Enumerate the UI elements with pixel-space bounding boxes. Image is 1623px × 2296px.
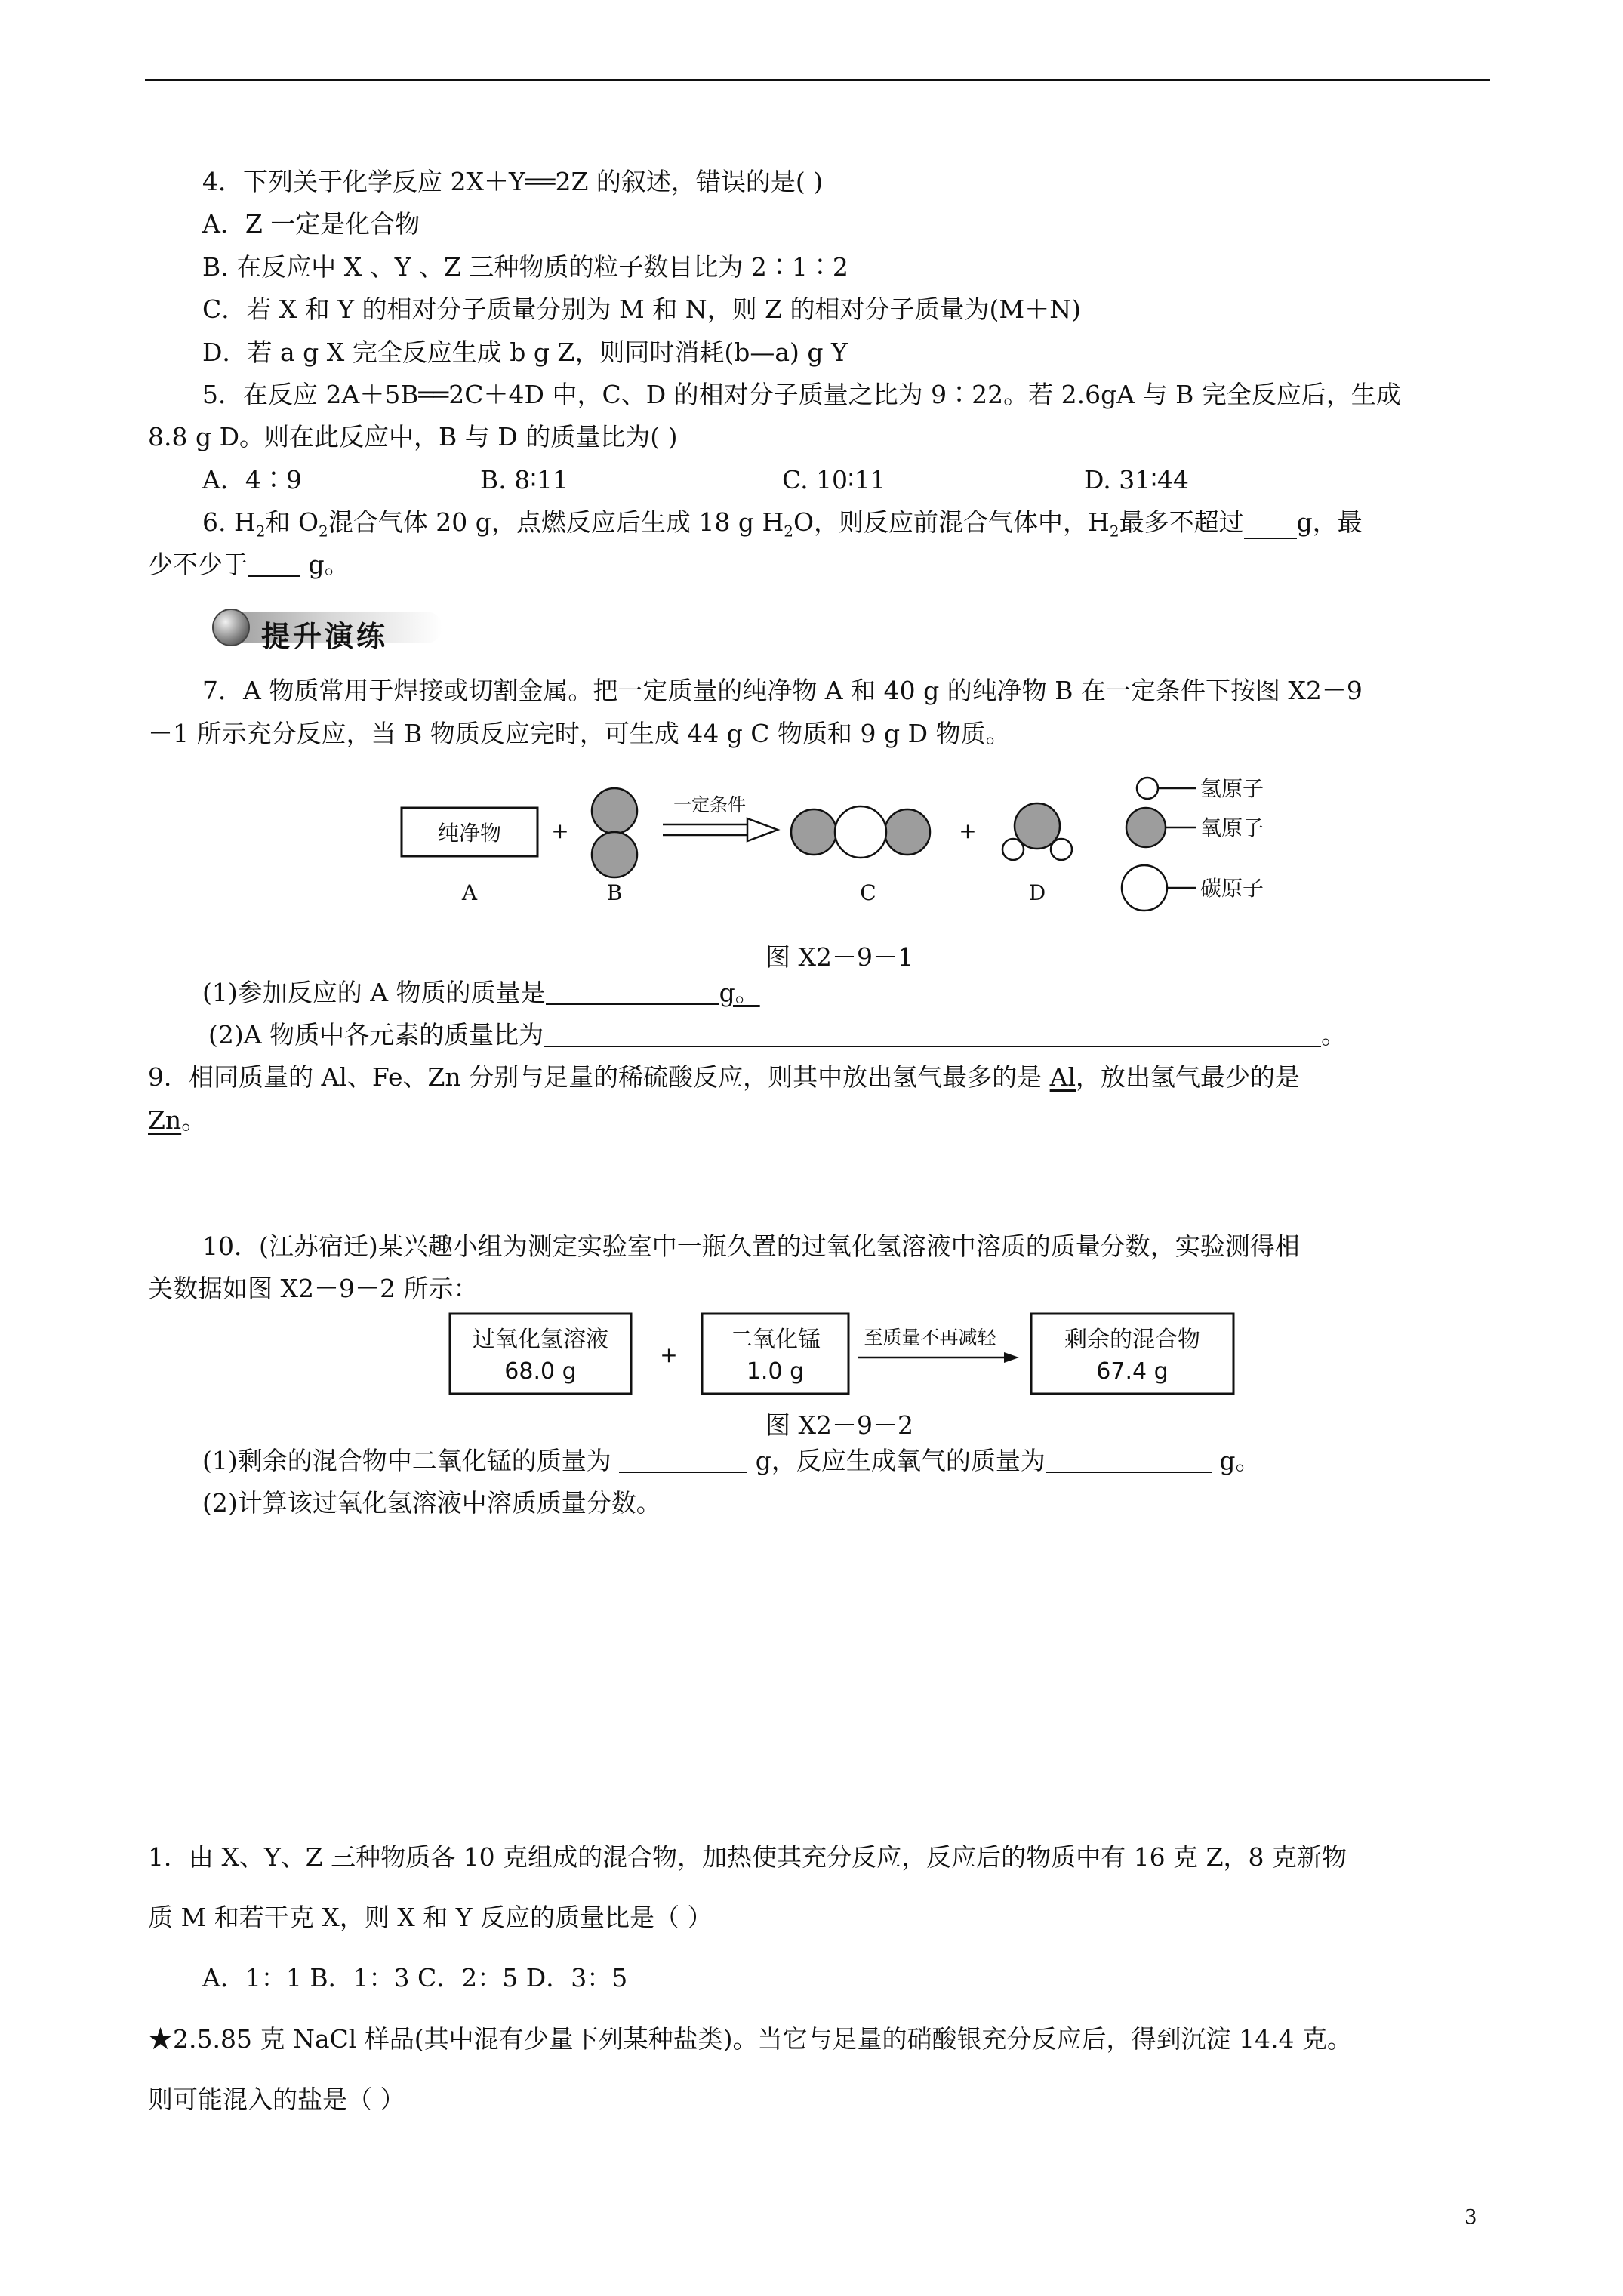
section-header: [208, 604, 442, 651]
fig1-label-b: B: [606, 880, 623, 905]
q6-text-7: 少不少于: [148, 550, 248, 579]
p1-options: A．1：1 B．1：3 C．2：5 D．3：5: [202, 1963, 628, 1992]
fig1-legend-carbon-icon: [1122, 865, 1167, 911]
q4-option-a: A．Z 一定是化合物: [202, 209, 420, 239]
figure-x2-9-1: [393, 763, 1298, 929]
q6-text-2: 和 O: [265, 507, 319, 537]
fig2-box2-mass: 1.0 g: [746, 1358, 805, 1385]
q6-line2: [148, 552, 350, 577]
fig2-plus: +: [660, 1342, 678, 1367]
q5-option-a: A．4∶9: [202, 465, 302, 495]
q7-sub2: [208, 1022, 1346, 1047]
q7-sub1: [202, 980, 760, 1005]
q7-sub2-end: 。: [1321, 1020, 1347, 1049]
q10-sub2: (2)计算该过氧化氢溶液中溶质质量分数。: [202, 1488, 661, 1518]
q6-sub-o2: 2: [319, 522, 328, 541]
q5-stem-line1: 5．在反应 2A＋5B══2C＋4D 中，C、D 的相对分子质量之比为 9∶22。若 2.6gA 与 B 完全反应后，生成: [202, 380, 1401, 409]
q9-line2: [148, 1105, 207, 1135]
fig2-arrow-head: [1004, 1352, 1019, 1363]
fig2-box3-mass: 67.4 g: [1096, 1358, 1169, 1385]
q6-text-1: 6. H: [202, 507, 256, 537]
fig1-molecule-d-hydrogen-2: [1051, 839, 1072, 860]
q6-sub-h2-a: 2: [255, 522, 266, 541]
fig1-label-d: D: [1028, 880, 1046, 905]
q10-line1: 10．(江苏宿迁)某兴趣小组为测定实验室中一瓶久置的过氧化氢溶液中溶质的质量分数，实验测得相: [202, 1231, 1300, 1261]
figure-x2-9-2: [445, 1309, 1246, 1403]
fig2-box2-name: 二氧化锰: [730, 1327, 821, 1353]
q10-line2: 关数据如图 X2－9－2 所示：: [148, 1274, 479, 1303]
section-bullet-icon: [213, 609, 249, 646]
q10-sub1-text-2: g，反应生成氧气的质量为: [747, 1446, 1046, 1475]
fig1-legend-hydrogen-icon: [1137, 778, 1158, 799]
q7-sub1-text: (1)参加反应的 A 物质的质量是: [202, 978, 546, 1007]
fig2-caption: 图 X2－9－2: [765, 1410, 913, 1440]
q5-option-d: D. 31∶44: [1084, 465, 1189, 495]
fig1-molecule-c-oxygen-2: [885, 809, 930, 855]
q9-answer-least: Zn: [148, 1105, 182, 1135]
p1-line2: 质 M 和若干克 X，则 X 和 Y 反应的质量比是（ ）: [148, 1903, 713, 1932]
q5-option-b: B. 8∶11: [480, 465, 568, 495]
q10-sub1-text-1: (1)剩余的混合物中二氧化锰的质量为: [202, 1446, 620, 1475]
q9-line1: [148, 1062, 1301, 1092]
q4-stem: 4．下列关于化学反应 2X＋Y══2Z 的叙述，错误的是( ): [202, 167, 824, 196]
q4-option-b: B. 在反应中 X 、Y 、Z 三种物质的粒子数目比为 2∶1∶2: [202, 252, 848, 282]
q6-text-5: 最多不超过: [1119, 507, 1244, 537]
q10-blank-oxygen[interactable]: [1046, 1449, 1212, 1473]
q9-text-3: 。: [181, 1105, 207, 1135]
q9-answer-most: Al: [1049, 1062, 1076, 1092]
q6-text-4: O，则反应前混合气体中，H: [793, 507, 1110, 537]
q7-blank-ratio[interactable]: [544, 1023, 1321, 1047]
fig1-molecule-b-atom-2: [592, 832, 637, 877]
q6-text-6: g，最: [1296, 507, 1363, 537]
fig1-molecule-d-hydrogen-1: [1002, 839, 1024, 860]
p2-line1: ★2.5.85 克 NaCl 样品(其中混有少量下列某种盐类)。当它与足量的硝酸银充分反应后，得到沉淀 14.4 克。: [148, 2024, 1352, 2054]
q6-blank-max[interactable]: [1244, 515, 1297, 539]
q6-text-8: g。: [300, 550, 350, 579]
fig2-box3-name: 剩余的混合物: [1064, 1327, 1200, 1353]
fig1-box-label: 纯净物: [437, 821, 502, 846]
q7-line1: 7．A 物质常用于焊接或切割金属。把一定质量的纯净物 A 和 40 g 的纯净物 B 在一定条件下按图 X2－9: [202, 676, 1363, 705]
q5-option-c: C. 10∶11: [782, 465, 886, 495]
q9-text-1: 9．相同质量的 Al、Fe、Zn 分别与足量的稀硫酸反应，则其中放出氢气最多的是: [148, 1062, 1050, 1092]
p2-line2: 则可能混入的盐是（ ）: [148, 2085, 405, 2114]
fig1-label-c: C: [860, 880, 876, 905]
fig1-arrow-label: 一定条件: [673, 794, 746, 815]
fig2-box1-mass: 68.0 g: [504, 1358, 577, 1385]
fig2-box1-name: 过氧化氢溶液: [473, 1327, 608, 1353]
q4-option-c: C．若 X 和 Y 的相对分子质量分别为 M 和 N，则 Z 的相对分子质量为(M＋N): [202, 294, 1081, 324]
fig1-legend-hydrogen: 氢原子: [1200, 776, 1264, 801]
p1-line1: 1．由 X、Y、Z 三种物质各 10 克组成的混合物，加热使其充分反应，反应后的物质中有 16 克 Z，8 克新物: [148, 1842, 1347, 1872]
q7-sub1-unit: g。: [719, 978, 760, 1007]
q6-sub-h2o: 2: [784, 522, 793, 541]
fig1-molecule-b-atom-1: [592, 788, 637, 834]
q7-blank-mass-a[interactable]: [546, 981, 719, 1005]
fig1-plus-2: +: [959, 818, 977, 843]
q6-sub-h2-b: 2: [1109, 522, 1119, 541]
fig1-plus-1: +: [551, 818, 569, 843]
fig1-legend-oxygen: 氧原子: [1200, 815, 1264, 840]
fig1-molecule-c-oxygen-1: [791, 809, 836, 855]
q5-stem-line2: 8.8 g D。则在此反应中，B 与 D 的质量比为( ): [148, 422, 678, 451]
fig1-legend-oxygen-icon: [1126, 808, 1166, 847]
q10-blank-mno2[interactable]: [619, 1449, 747, 1473]
q6-line1: [202, 507, 1363, 541]
fig2-arrow-label: 至质量不再减轻: [864, 1327, 996, 1348]
fig1-molecule-c-carbon: [835, 806, 886, 858]
q6-blank-min[interactable]: [248, 553, 300, 577]
fig1-label-a: A: [461, 880, 478, 905]
q10-sub1-text-3: g。: [1211, 1446, 1261, 1475]
page-number: 3: [1464, 2206, 1477, 2229]
q7-sub2-text: (2)A 物质中各元素的质量比为: [208, 1020, 544, 1049]
q4-option-d: D．若 a g X 完全反应生成 b g Z，则同时消耗(b—a) g Y: [202, 337, 848, 367]
q10-sub1: [202, 1448, 1260, 1473]
header-rule: [145, 79, 1490, 81]
q7-line2: －1 所示充分反应，当 B 物质反应完时，可生成 44 g C 物质和 9 g D 物质。: [148, 719, 1011, 748]
fig1-caption: 图 X2－9－1: [765, 942, 913, 972]
q9-text-2: ，放出氢气最少的是: [1076, 1062, 1301, 1092]
fig1-arrow-head: [747, 818, 778, 841]
fig1-legend-carbon: 碳原子: [1200, 876, 1264, 901]
q6-text-3: 混合气体 20 g，点燃反应后生成 18 g H: [328, 507, 784, 537]
section-title: 提升演练: [261, 620, 389, 653]
